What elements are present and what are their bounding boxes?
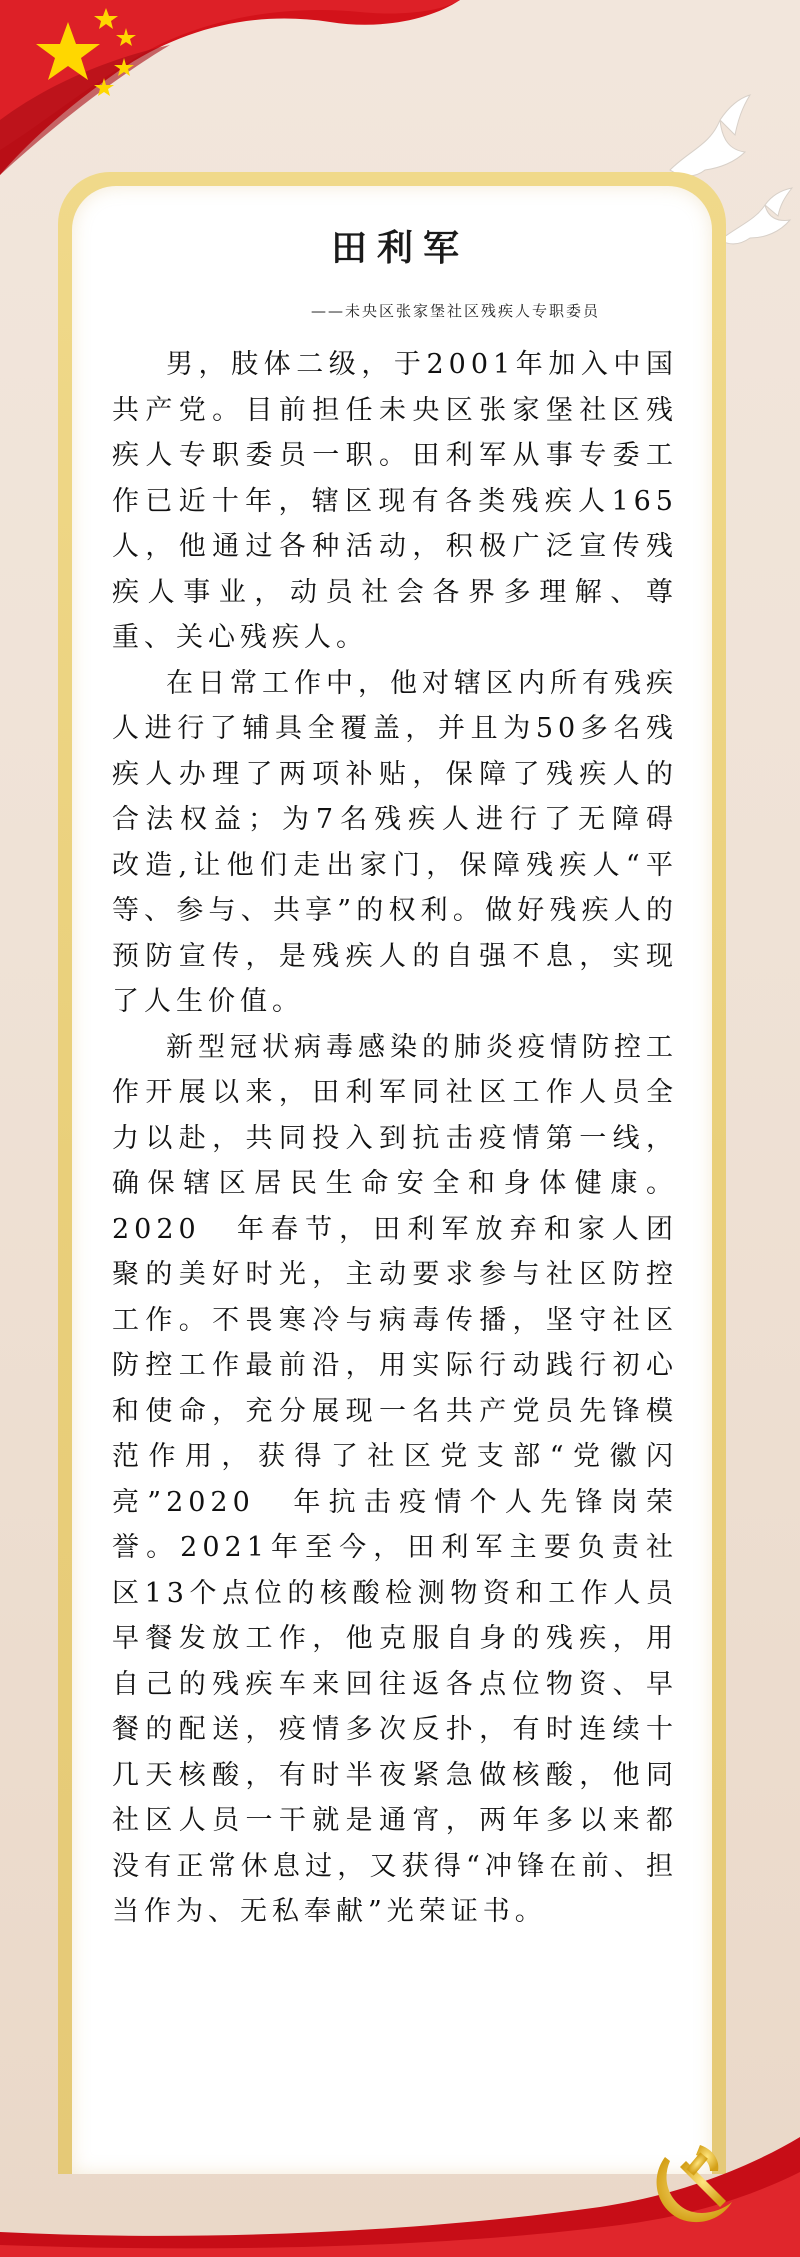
article-body (112, 342, 678, 1935)
paragraph: 男，肢体二级，于2001年加入中国共产党。目前担任未央区张家堡社区残疾人专职委员一职。田利军从事专委工作已近十年，辖区现有各类残疾人165人，他通过各种活动，积极广泛宣传残疾人事业，动员社会各界多理解、尊重、关心残疾人。 (112, 349, 678, 653)
subtitle: ——未央区张家堡社区残疾人专职委员 (310, 302, 600, 320)
party-emblem-icon (640, 2127, 750, 2237)
page-title: 田利军 (330, 227, 469, 269)
paragraph: 在日常工作中，他对辖区内所有残疾人进行了辅具全覆盖，并且为50多名残疾人办理了两项补贴，保障了残疾人的合法权益；为7名残疾人进行了无障碍改造,让他们走出家门，保障残疾人“平等、参与、共享”的权利。做好残疾人的预防宣传，是残疾人的自强不息，实现了人生价值。 (112, 667, 678, 1017)
paragraph: 新型冠状病毒感染的肺炎疫情防控工作开展以来，田利军同社区工作人员全力以赴，共同投入到抗击疫情第一线，确保辖区居民生命安全和身体健康。2020 年春节，田利军放弃和家人团聚的美好时光，主动要求参与社区防控工作。不畏寒冷与病毒传播，坚守社区防控工作最前沿，用实际行动践行初心和使命，充分展现一名共产党员先锋模范作用，获得了社区党支部“党徽闪亮”2020 年抗击疫情个人先锋岗荣誉。2021年至今，田利军主要负责社区13个点位的核酸检测物资和工作人员早餐发放工作，他克服自身的残疾，用自己的残疾车来回往返各点位物资、早餐的配送，疫情多次反扑，有时连续十几天核酸，有时半夜紧急做核酸，他同社区人员一干就是通宵，两年多以来都没有正常休息过，又获得“冲锋在前、担当作为、无私奉献”光荣证书。 (112, 1031, 678, 1927)
red-flag-decoration (0, 0, 460, 200)
